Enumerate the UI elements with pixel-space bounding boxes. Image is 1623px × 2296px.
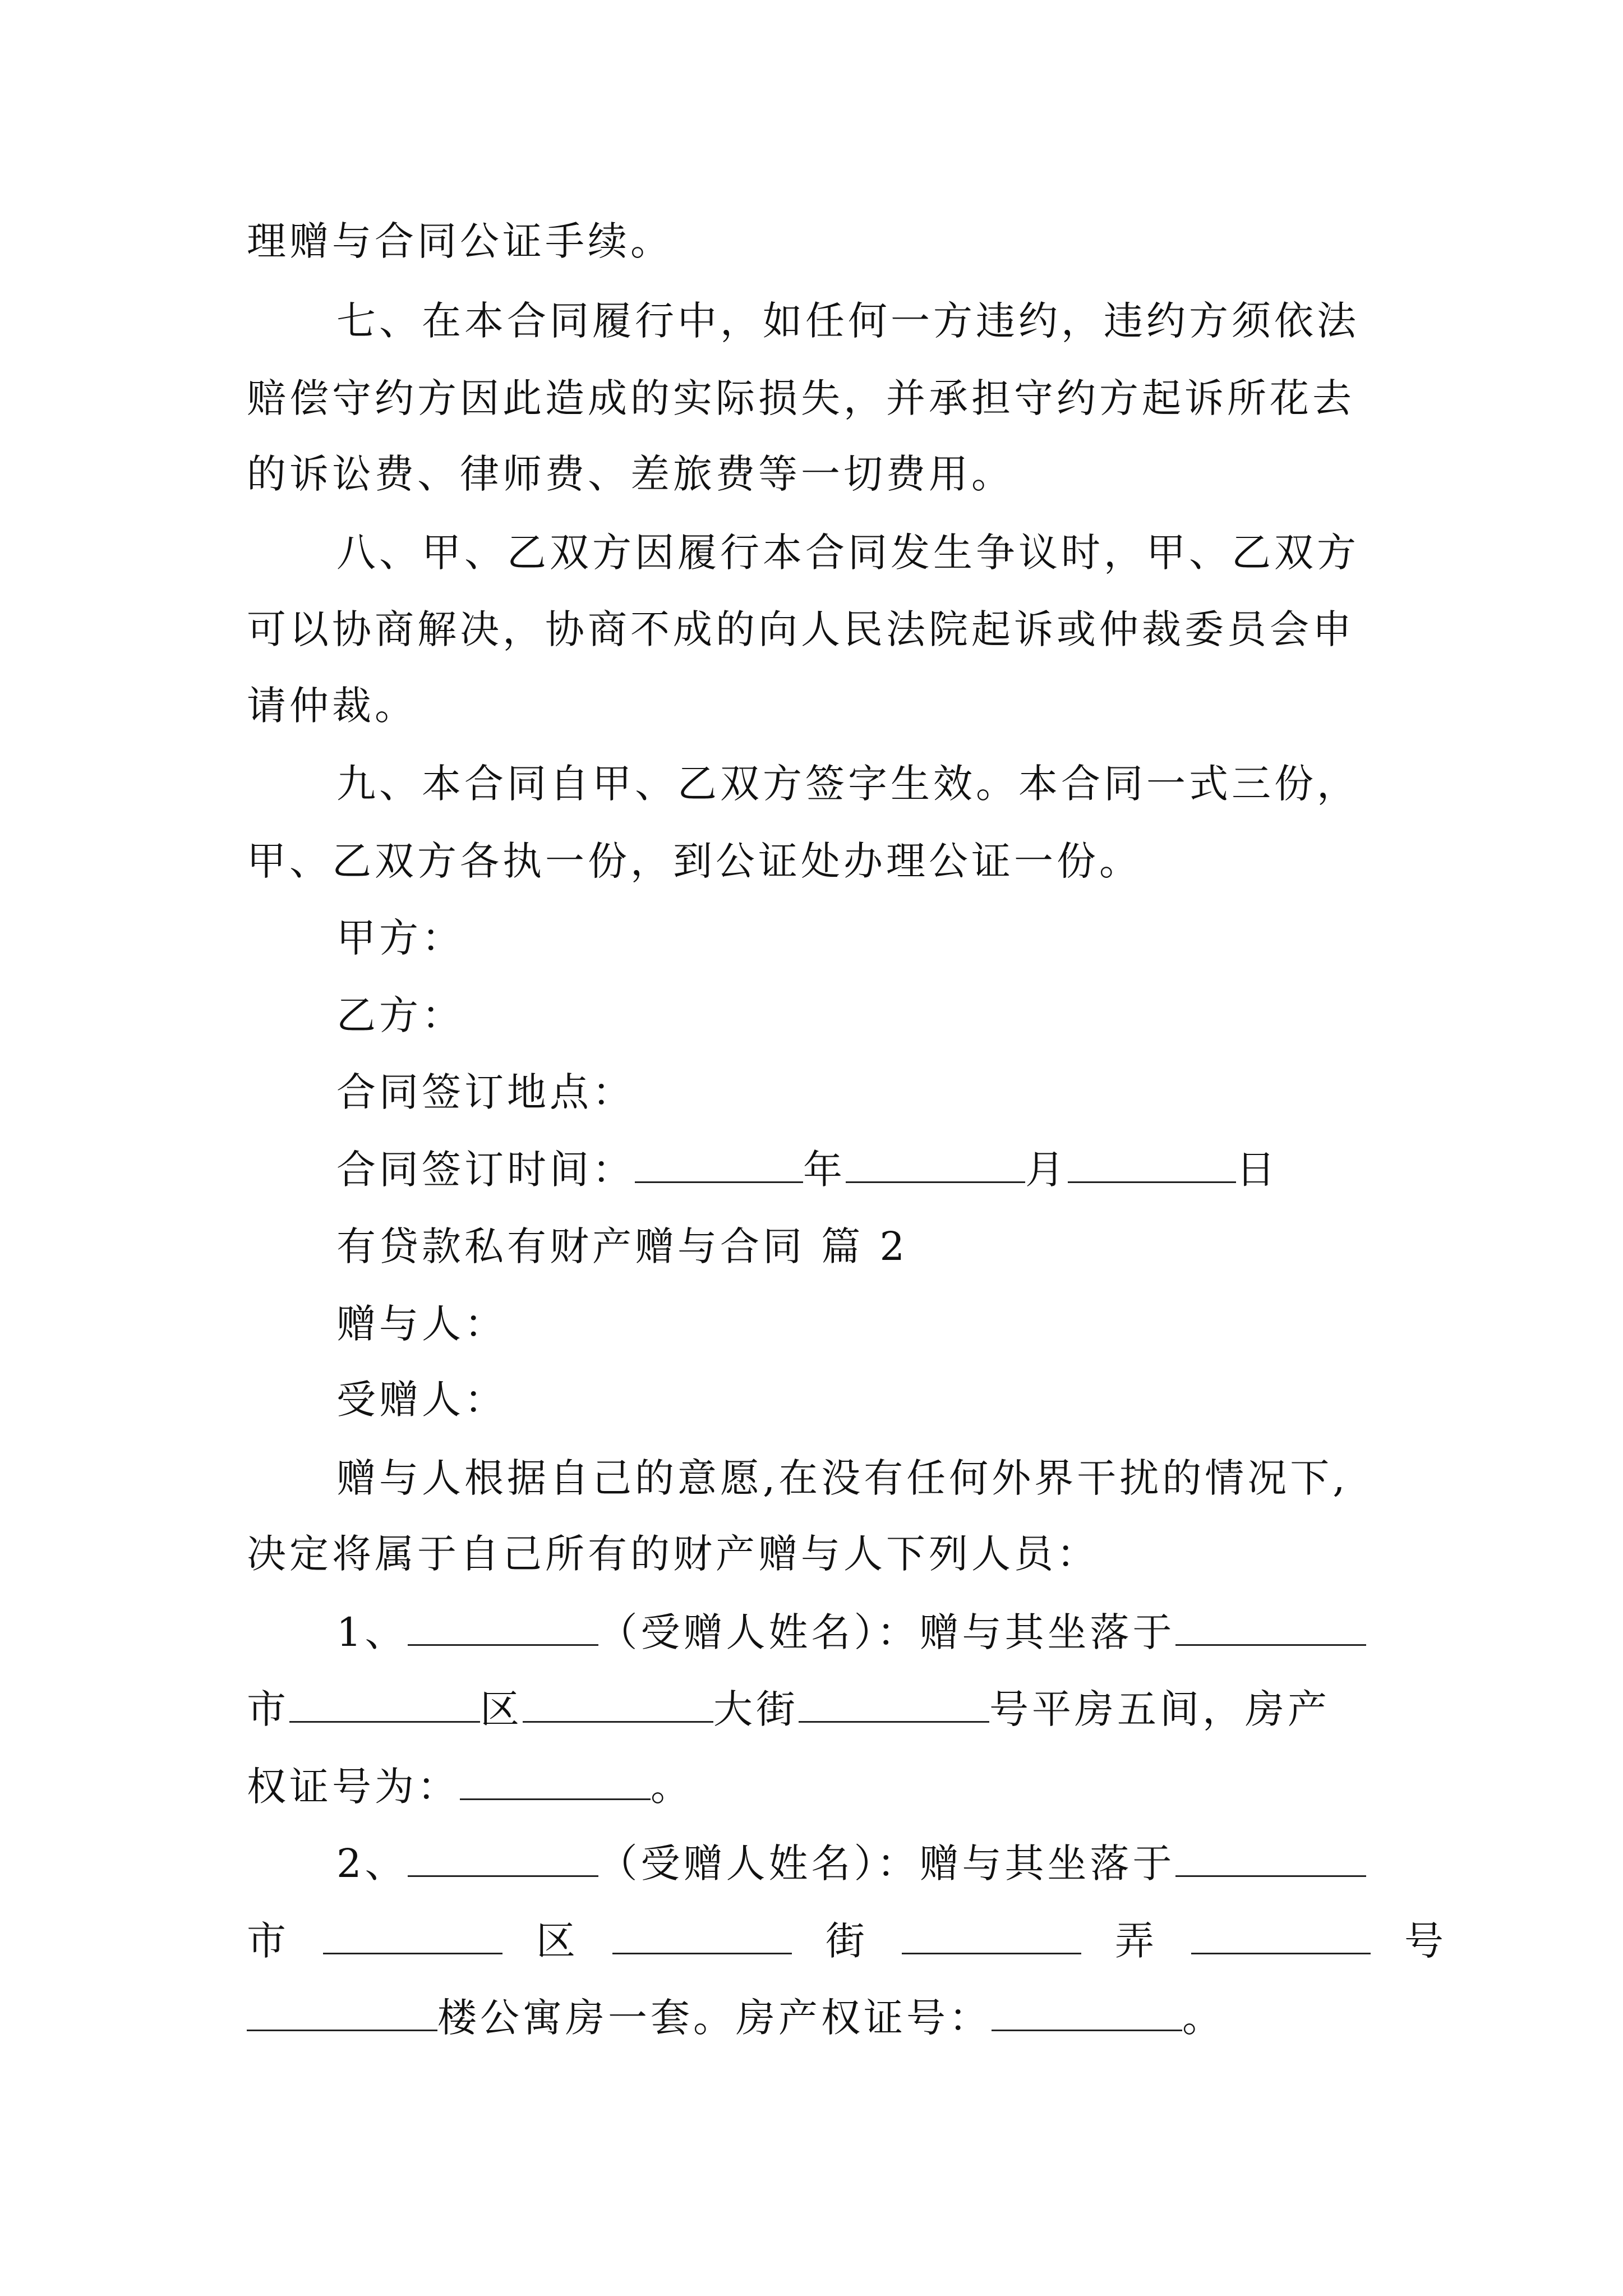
item-1-text: （受赠人姓名）：赠与其坐落于 <box>598 1609 1175 1655</box>
item-1-street: 大街 <box>713 1686 799 1732</box>
section-2-title-suffix: 篇 2 <box>821 1223 909 1269</box>
item-2-building-blank <box>247 1995 437 2031</box>
donor-label: 赠与人： <box>336 1301 507 1347</box>
item-2-end: 。 <box>1182 1995 1225 2041</box>
item-2-donee-blank <box>408 1841 598 1877</box>
item-1-street-blank <box>799 1686 989 1723</box>
section-2-title <box>336 1221 1486 1272</box>
item-2-line-1 <box>336 1838 1486 1889</box>
item-2-cert-blank <box>992 1995 1182 2031</box>
item-2-district: 区 <box>536 1918 579 1964</box>
item-1-city-blank <box>289 1686 480 1723</box>
item-2-line-2 <box>247 1916 1447 1966</box>
paragraph-6-end: 理赠与合同公证手续。 <box>247 218 673 264</box>
item-1-line-1 <box>336 1607 1486 1658</box>
item-2-text: （受赠人姓名）：赠与其坐落于 <box>598 1841 1175 1887</box>
item-1-district-blank <box>523 1686 713 1723</box>
item-1-number: 1、 <box>336 1609 408 1655</box>
item-1-cert-blank <box>460 1764 651 1800</box>
item-2-building: 楼公寓房一套。房产权证号： <box>437 1995 992 2041</box>
item-1-line-3 <box>247 1761 1396 1812</box>
paragraph-7-line-3: 的诉讼费、律师费、差旅费等一切费用。 <box>247 451 1014 497</box>
item-2-lane: 弄 <box>1115 1918 1158 1964</box>
year-blank <box>635 1147 803 1183</box>
intro-line-1: 赠与人根据自己的意愿,在没有任何外界干扰的情况下, <box>336 1455 1349 1501</box>
day-blank <box>1068 1147 1236 1183</box>
signing-place-label: 合同签订地点： <box>336 1069 635 1115</box>
intro-line-2: 决定将属于自己所有的财产赠与人下列人员： <box>247 1531 1099 1577</box>
item-2-city-blank <box>323 1918 502 1954</box>
donee-label: 受赠人： <box>336 1377 507 1423</box>
party-b-label: 乙方： <box>336 992 464 1038</box>
party-a-label: 甲方： <box>336 915 464 961</box>
item-1-district: 区 <box>480 1686 523 1732</box>
item-1-location-blank <box>1175 1609 1366 1646</box>
item-2-city: 市 <box>247 1918 289 1964</box>
paragraph-9-line-1: 九、本合同自甲、乙双方签字生效。本合同一式三份， <box>336 761 1359 807</box>
item-1-line-2 <box>247 1684 1396 1734</box>
item-2-street: 街 <box>826 1918 868 1964</box>
paragraph-7-line-1: 七、在本合同履行中，如任何一方违约，违约方须依法 <box>336 298 1359 344</box>
item-2-number-suffix: 号 <box>1404 1918 1447 1964</box>
item-2-lane-blank <box>1191 1918 1371 1954</box>
signing-time-row <box>336 1144 1486 1195</box>
item-2-line-3 <box>247 1993 1396 2043</box>
item-2-number: 2、 <box>336 1841 408 1887</box>
item-1-end: 。 <box>651 1764 693 1810</box>
month-label: 月 <box>1025 1147 1068 1193</box>
item-1-cert-label: 权证号为： <box>247 1764 460 1810</box>
item-2-district-blank <box>612 1918 792 1954</box>
day-label: 日 <box>1236 1147 1279 1193</box>
paragraph-9-line-2: 甲、乙双方各执一份，到公证处办理公证一份。 <box>247 838 1142 884</box>
paragraph-8-line-1: 八、甲、乙双方因履行本合同发生争议时，甲、乙双方 <box>336 530 1359 576</box>
paragraph-8-line-3: 请仲裁。 <box>247 683 417 729</box>
item-1-donee-blank <box>408 1609 598 1646</box>
signing-time-label: 合同签订时间： <box>336 1147 635 1193</box>
paragraph-8-line-2: 可以协商解决，协商不成的向人民法院起诉或仲裁委员会申 <box>247 606 1355 652</box>
item-1-house: 号平房五间，房产 <box>989 1686 1330 1732</box>
item-1-city: 市 <box>247 1686 289 1732</box>
month-blank <box>846 1147 1025 1183</box>
section-2-title-text: 有贷款私有财产赠与合同 <box>336 1223 805 1269</box>
paragraph-7-line-2: 赔偿守约方因此造成的实际损失，并承担守约方起诉所花去 <box>247 375 1355 421</box>
year-label: 年 <box>803 1147 846 1193</box>
item-2-location-blank <box>1175 1841 1366 1877</box>
item-2-street-blank <box>902 1918 1081 1954</box>
